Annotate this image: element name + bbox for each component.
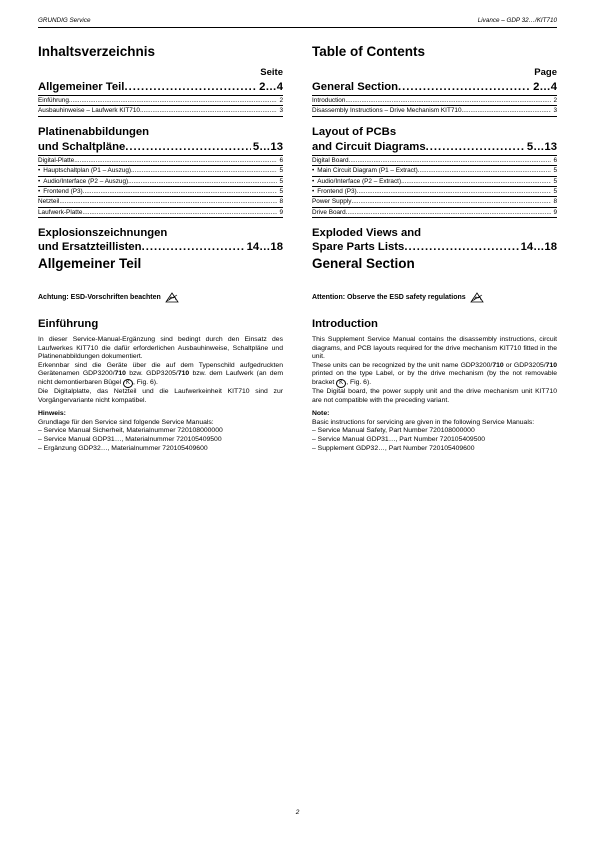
toc-entry-page: 2 (553, 97, 557, 104)
note-item: – Supplement GDP32…, Part Number 720105409600 (312, 444, 475, 452)
toc-section-title: Allgemeiner Teil (38, 81, 125, 93)
header-model: Livance – GDP 32…/KIT710 (477, 17, 557, 24)
toc-section-row[interactable] (312, 140, 557, 156)
toc-entry[interactable] (38, 197, 283, 207)
dot-leader (346, 208, 552, 217)
toc-entry-page: 2 (279, 97, 283, 104)
toc-section-row[interactable] (38, 140, 283, 156)
page-column-label: Page (534, 67, 557, 78)
toc-entry-label: Main Circuit Diagram (P1 – Extract) (317, 167, 418, 175)
dot-leader (74, 156, 277, 165)
toc-section-title: Exploded Views and (312, 227, 422, 240)
bullet-icon: • (38, 167, 41, 175)
toc-entry[interactable] (312, 96, 557, 106)
dot-leader (398, 80, 531, 94)
toc-entry[interactable] (38, 96, 283, 106)
toc-entry-page: 5 (279, 188, 283, 196)
toc-entry-page: 9 (553, 208, 557, 216)
toc-section-title: General Section (312, 81, 399, 93)
toc-entry[interactable] (312, 156, 557, 166)
dot-leader (82, 208, 277, 217)
toc-section-pages: 2…4 (259, 81, 283, 93)
toc-entry-label: Netzteil (38, 198, 60, 206)
toc-entry[interactable] (38, 166, 283, 176)
toc-section-pages: 5…13 (526, 140, 557, 153)
toc-entry-label: Laufwerk-Platte (38, 208, 83, 216)
page-column-label: Seite (260, 67, 283, 78)
toc-section-pages: 2…4 (533, 81, 557, 93)
toc-section-pages: 5…13 (252, 140, 283, 153)
toc-entry[interactable] (38, 156, 283, 166)
toc-section (312, 226, 557, 254)
dot-leader (345, 96, 551, 105)
intro-en (312, 318, 557, 453)
toc-entries (312, 156, 557, 218)
toc-entry-page: 5 (279, 177, 283, 185)
toc-entry-page: 8 (553, 198, 557, 206)
toc-entry-label: Introduction (312, 97, 346, 104)
esd-warning-text: Attention: Observe the ESD safety regulations (312, 294, 466, 301)
dot-leader (69, 96, 278, 105)
note-text: Grundlage für den Service sind folgende Service Manuals: (38, 418, 214, 426)
intro-paragraph-1: This Supplement Service Manual contains the disassembly instructions, circuit diagrams, and PCB layouts required for the drive mechanism KIT710 fitted in the unit. (312, 336, 557, 361)
toc-entry-page: 6 (553, 156, 557, 164)
toc-entry-label: Digital Board (312, 156, 349, 164)
toc-entry[interactable] (312, 208, 557, 218)
toc-entry[interactable] (312, 187, 557, 197)
dot-leader (131, 166, 277, 175)
dot-leader (418, 166, 552, 175)
toc-entry-page: 8 (279, 198, 283, 206)
note-item: – Service Manual Safety, Part Number 720108000000 (312, 427, 475, 435)
dot-leader (404, 240, 518, 254)
toc-entry[interactable] (38, 187, 283, 197)
general-title: Allgemeiner Teil (38, 256, 142, 271)
toc-entry-page: 6 (279, 156, 283, 164)
note-item: – Service Manual GDP31…, Part Number 720105409500 (312, 435, 486, 443)
general-section-en (312, 256, 557, 272)
esd-hand-icon (470, 292, 484, 303)
toc-section-title: Layout of PCBs (312, 125, 397, 138)
toc-entry[interactable] (38, 177, 283, 187)
dot-leader (128, 177, 277, 186)
intro-paragraph-1: In dieser Service-Manual-Ergänzung sind bedingt durch den Einsatz des Laufwerkes KIT710 die dafür erforderlichen Ausbauhinweise, Schaltpläne und Platinenabbildungen dokumentiert. (38, 336, 283, 361)
esd-warning-text: Achtung: ESD-Vorschriften beachten (38, 294, 161, 301)
toc-section (38, 226, 283, 254)
toc-section-pages: 14…18 (246, 241, 283, 254)
header-rule (38, 27, 557, 28)
dot-leader (349, 156, 552, 165)
bullet-icon: • (312, 167, 315, 175)
toc-entry-label: Drive Board (312, 208, 346, 216)
toc-section-title: Explosionszeichnungen (38, 227, 168, 240)
toc-en (312, 44, 557, 254)
intro-title: Introduction (312, 318, 378, 330)
esd-warning-de (38, 292, 283, 303)
intro-title: Einführung (38, 318, 99, 330)
bullet-icon: • (312, 188, 315, 196)
toc-section-title: and Circuit Diagrams (312, 140, 426, 153)
toc-entry-label: Ausbauhinweise – Laufwerk KIT710 (38, 107, 140, 115)
toc-section-row[interactable] (312, 80, 557, 96)
toc-entry-page: 3 (279, 107, 283, 115)
toc-entries (38, 156, 283, 218)
note-title: Hinweis: (38, 410, 66, 418)
dot-leader (83, 187, 278, 196)
toc-entries (38, 96, 283, 117)
dot-leader (401, 177, 551, 186)
toc-entry-page: 9 (279, 208, 283, 216)
toc-entry-page: 5 (553, 177, 557, 185)
general-section-de (38, 256, 283, 272)
toc-entry[interactable] (38, 208, 283, 218)
toc-section (38, 80, 283, 117)
toc-entry-page: 5 (553, 167, 557, 175)
dot-leader (351, 197, 551, 206)
toc-section-row[interactable] (312, 240, 557, 254)
bracket-k-marker: K (336, 379, 346, 388)
dot-leader (140, 106, 277, 115)
header-brand: GRUNDIG Service (38, 17, 91, 24)
general-title: General Section (312, 256, 415, 271)
page-number: 2 (295, 809, 300, 816)
bullet-icon: • (312, 177, 315, 185)
note-title: Note: (312, 410, 330, 418)
toc-section (312, 80, 557, 117)
toc-entry-label: Frontend (P3) (317, 188, 357, 196)
dot-leader (124, 80, 257, 94)
bullet-icon: • (38, 177, 41, 185)
toc-entries (312, 96, 557, 117)
toc-de (38, 44, 283, 254)
toc-entry[interactable] (38, 106, 283, 116)
intro-de (38, 318, 283, 453)
note-item: – Service Manual Sicherheit, Materialnummer 720108000000 (38, 427, 223, 435)
bracket-k-marker: K (123, 379, 133, 388)
intro-paragraph-2: Erkennbar sind die Geräte über die auf dem Typenschild aufgedruckten Gerätenamen GDP3200/710 bzw. GDP3205/710 bzw. dem Laufwerk (an dem nicht demontierbaren Bügel K , Fig. 6). (38, 361, 284, 386)
dot-leader (462, 106, 552, 115)
dot-leader (125, 140, 251, 154)
toc-section-title: Platinenabbildungen (38, 125, 150, 138)
esd-warning-en (312, 292, 557, 303)
bullet-icon: • (38, 188, 41, 196)
note-item: – Service Manual GDP31…, Materialnummer 720105409500 (38, 435, 222, 443)
toc-section-title: und Schaltpläne (38, 140, 126, 153)
note-text: Basic instructions for servicing are given in the following Service Manuals: (312, 418, 535, 426)
esd-hand-icon (165, 292, 179, 303)
toc-entry-label: Power Supply (312, 198, 352, 206)
toc-entry[interactable] (312, 106, 557, 116)
toc-entry-label: Disassembly Instructions – Drive Mechanism KIT710 (312, 107, 462, 115)
toc-entry-label: Digital-Platte (38, 156, 75, 164)
dot-leader (142, 240, 245, 254)
toc-section-row[interactable] (38, 80, 283, 96)
toc-entry[interactable] (312, 166, 557, 176)
toc-section (312, 125, 557, 218)
intro-paragraph-3: Die Digitalplatte, das Netzteil und die Laufwerkeinheit KIT710 sind zur Vorgängervariante nicht kompatibel. (38, 387, 283, 404)
note-item: – Ergänzung GDP32…, Materialnummer 720105409600 (38, 444, 208, 452)
intro-paragraph-3: The Digital board, the power supply unit and the drive mechanism unit KIT710 are not compatible with the preceding variant. (312, 387, 557, 404)
toc-entry-page: 3 (553, 107, 557, 115)
toc-entry-label: Audio/Interface (P2 – Extract) (317, 177, 402, 185)
intro-paragraph-2: These units can be recognized by the unit name GDP3200/710 or GDP3205/710 printed on the type Label, or by the drive mechanism (by the not removable bracket K , Fig. 6). (312, 361, 557, 386)
toc-title: Inhaltsverzeichnis (38, 44, 156, 59)
toc-entry[interactable] (312, 177, 557, 187)
toc-title: Table of Contents (312, 44, 425, 59)
toc-section-row[interactable] (38, 240, 283, 254)
dot-leader (426, 140, 525, 154)
toc-section-title: und Ersatzteillisten (38, 241, 142, 254)
toc-entry-page: 5 (279, 167, 283, 175)
toc-entry[interactable] (312, 197, 557, 207)
dot-leader (59, 197, 277, 206)
toc-entry-label: Hauptschaltplan (P1 – Auszug) (43, 167, 131, 175)
toc-entry-page: 5 (553, 188, 557, 196)
dot-leader (357, 187, 552, 196)
toc-entry-label: Audio/Interface (P2 – Auszug) (43, 177, 129, 185)
toc-section (38, 125, 283, 218)
toc-section-pages: 14…18 (520, 241, 557, 254)
toc-section-title: Spare Parts Lists (312, 241, 405, 254)
toc-entry-label: Frontend (P3) (43, 188, 83, 196)
toc-entry-label: Einführung (38, 97, 69, 104)
